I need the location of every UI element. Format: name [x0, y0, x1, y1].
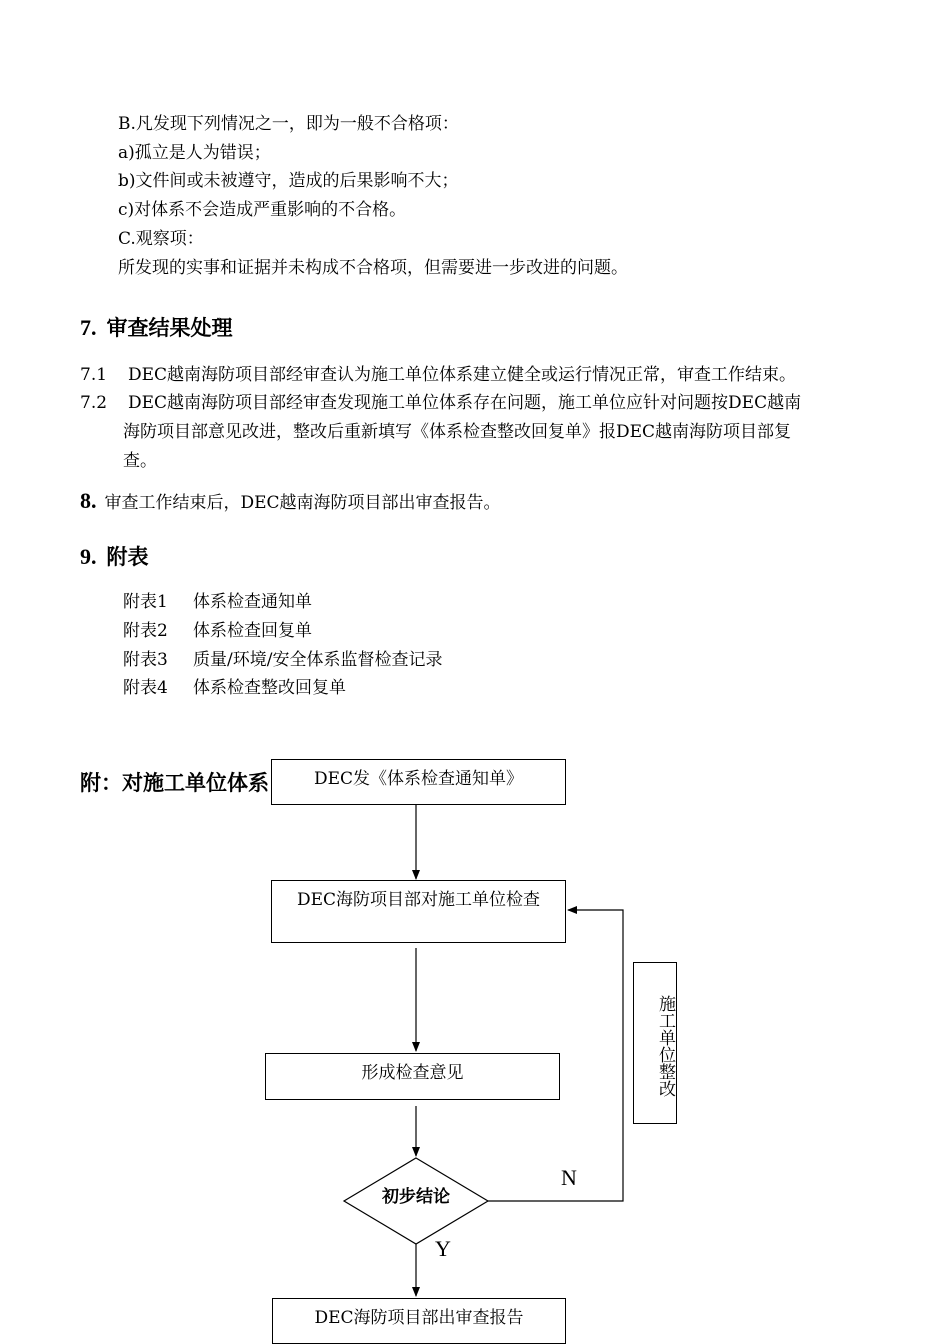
- appendix-item-4-text: 体系检查整改回复单: [193, 678, 346, 698]
- clause-7-2-number: 7.2: [80, 393, 108, 413]
- appendix-item-4-label: 附表4: [123, 678, 168, 698]
- label-no: N: [561, 1165, 577, 1190]
- text-line-c: c)对体系不会造成严重影响的不合格。: [118, 200, 407, 220]
- flow-box-report: DEC海防项目部出审查报告: [272, 1298, 566, 1344]
- text-line-b: b)文件间或未被遵守，造成的后果影响不大；: [118, 171, 459, 191]
- flow-box-notice: DEC发《体系检查通知单》: [271, 759, 566, 805]
- appendix-item-3-text: 质量/环境/安全体系监督检查记录: [193, 650, 443, 670]
- clause-7-2-continuation-2: 查。: [123, 451, 157, 471]
- section-7-title: 审查结果处理: [106, 316, 233, 340]
- label-yes: Y: [435, 1236, 451, 1261]
- section-9-title: 附表: [106, 545, 149, 569]
- text-line-observation-desc: 所发现的实事和证据并未构成不合格项，但需要进一步改进的问题。: [118, 258, 628, 278]
- appendix-item-2-text: 体系检查回复单: [193, 621, 312, 641]
- clause-7-2-text: DEC越南海防项目部经审查发现施工单位体系存在问题，施工单位应针对问题按DEC越南: [128, 393, 802, 413]
- clause-7-1-text: DEC越南海防项目部经审查认为施工单位体系建立健全或运行情况正常，审查工作结束。: [128, 365, 797, 385]
- text-line-general-nonconformity: B.凡发现下列情况之一，即为一般不合格项：: [118, 114, 459, 134]
- clause-7-1-number: 7.1: [80, 365, 108, 385]
- section-7-number: 7.: [80, 315, 97, 340]
- flow-box-rectification: 施工单位整改: [633, 962, 677, 1124]
- appendix-item-3-label: 附表3: [123, 650, 168, 670]
- flow-box-opinion: 形成检查意见: [265, 1053, 560, 1100]
- decision-label: 初步结论: [382, 1187, 450, 1207]
- appendix-item-2-label: 附表2: [123, 621, 168, 641]
- section-8-number: 8.: [80, 488, 97, 513]
- clause-7-2-continuation-1: 海防项目部意见改进，整改后重新填写《体系检查整改回复单》报DEC越南海防项目部复: [123, 422, 792, 442]
- section-9-number: 9.: [80, 544, 97, 569]
- appendix-item-1-text: 体系检查通知单: [193, 592, 312, 612]
- text-line-observation: C.观察项：: [118, 229, 204, 249]
- flow-box-inspection: DEC海防项目部对施工单位检查: [271, 880, 566, 943]
- section-8-text: 审查工作结束后，DEC越南海防项目部出审查报告。: [104, 493, 501, 513]
- flowchart-heading: 附：对施工单位体系: [80, 771, 269, 795]
- text-line-a: a)孤立是人为错误；: [118, 143, 271, 163]
- appendix-item-1-label: 附表1: [123, 592, 168, 612]
